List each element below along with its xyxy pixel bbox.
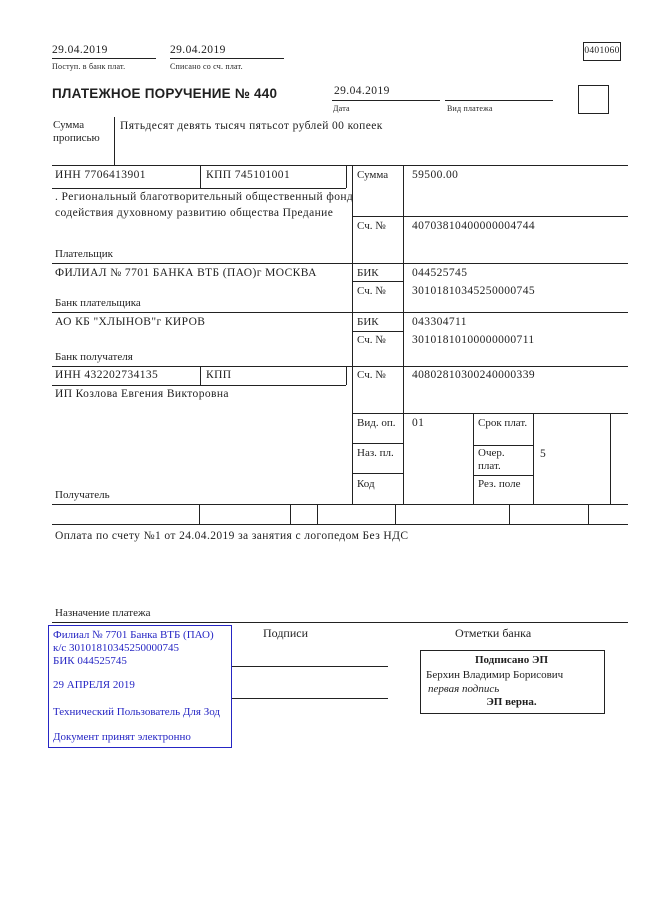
sum-value: 59500.00 <box>412 169 459 181</box>
payee-account-label: Сч. № <box>357 369 386 381</box>
op-block-top-border <box>352 413 628 414</box>
payee-label: Получатель <box>55 489 110 501</box>
bank-stamp-user: Технический Пользователь Для Зод <box>53 706 221 718</box>
signature-line <box>232 666 388 667</box>
purpose-label: Назначение платежа <box>55 607 151 619</box>
payer-bank-account: 30101810345250000745 <box>412 285 535 297</box>
payer-label: Плательщик <box>55 248 113 260</box>
payee-bank-name: АО КБ "ХЛЫНОВ"г КИРОВ <box>55 316 206 328</box>
date-debited-label: Списано со сч. плат. <box>170 62 243 71</box>
order-value: 5 <box>540 448 547 460</box>
payer-kpp-right-border <box>346 165 347 188</box>
tax-row-divider <box>395 504 396 524</box>
payee-bank-bik-label: БИК <box>357 316 379 328</box>
bank-stamp-date: 29 АПРЕЛЯ 2019 <box>53 679 135 691</box>
payer-inn: ИНН 7706413901 <box>55 169 146 181</box>
payer-section-border <box>52 263 628 264</box>
table-top-border <box>52 165 628 166</box>
payer-bank-name: ФИЛИАЛ № 7701 БАНКА ВТБ (ПАО)г МОСКВА <box>55 267 317 279</box>
payee-bank-bik-divider <box>352 331 403 332</box>
purpose-text: Оплата по счету №1 от 24.04.2019 за занятия с логопедом Без НДС <box>55 530 409 542</box>
document-date-value: 29.04.2019 <box>334 85 390 97</box>
payer-inn-bottom-border <box>52 188 346 189</box>
op-type-bottom-border <box>352 443 403 444</box>
payer-bank-bik: 044525745 <box>412 267 468 279</box>
payee-bank-section-border <box>52 366 628 367</box>
signature-stamp-verified: ЭП верна. <box>486 696 537 708</box>
order-label: Очер. плат. <box>478 447 505 472</box>
op-type-value: 01 <box>412 417 425 429</box>
tax-row-divider <box>199 504 200 524</box>
term-label: Срок плат. <box>478 417 528 429</box>
bank-marks-label: Отметки банка <box>455 626 532 640</box>
payee-bank-account-label: Сч. № <box>357 334 386 346</box>
payer-bank-bik-label: БИК <box>357 267 379 279</box>
tax-row-divider <box>317 504 318 524</box>
form-code-box: 0401060 <box>583 42 621 61</box>
amount-words-divider <box>114 117 115 165</box>
signature-stamp-subtitle: первая подпись <box>428 683 500 695</box>
amount-in-words-label: Сумма прописью <box>53 119 100 144</box>
payer-kpp: КПП 745101001 <box>206 169 291 181</box>
pay-purpose-bottom-border <box>352 473 403 474</box>
date-received-underline <box>52 58 156 59</box>
payee-kpp-right-border <box>346 366 347 385</box>
date-underline <box>332 100 440 101</box>
sum-cell-bottom-border <box>352 216 628 217</box>
bank-stamp-bik: БИК 044525745 <box>53 655 127 667</box>
date-debited-value: 29.04.2019 <box>170 44 226 56</box>
op-type-label: Вид. оп. <box>357 417 396 429</box>
payee-bank-bik: 043304711 <box>412 316 467 328</box>
payer-account: 40703810400000004744 <box>412 220 535 232</box>
term-value-right-border <box>610 413 611 504</box>
payer-bank-label: Банк плательщика <box>55 297 141 309</box>
payee-name: ИП Козлова Евгения Викторовна <box>55 388 229 400</box>
term-label-right-border <box>533 413 534 504</box>
document-title: ПЛАТЕЖНОЕ ПОРУЧЕНИЕ № 440 <box>52 86 278 101</box>
date-debited-underline <box>170 58 284 59</box>
payer-account-label: Сч. № <box>357 220 386 232</box>
payer-bank-account-label: Сч. № <box>357 285 386 297</box>
term-bottom-border <box>473 445 533 446</box>
tax-row-divider <box>290 504 291 524</box>
payee-inn-bottom-border <box>52 385 346 386</box>
pay-purpose-label: Наз. пл. <box>357 447 394 459</box>
tax-row-bottom-border <box>52 524 628 525</box>
tax-row-divider <box>588 504 589 524</box>
payee-bank-account: 30101810100000000711 <box>412 334 535 346</box>
payment-type-checkbox <box>578 85 609 114</box>
payee-inn-kpp-divider <box>200 366 201 385</box>
reserve-label: Рез. поле <box>478 478 521 490</box>
amount-in-words-value: Пятьдесят девять тысяч пятьсот рублей 00 копеек <box>120 120 383 132</box>
date-received-value: 29.04.2019 <box>52 44 108 56</box>
payee-inn: ИНН 432202734135 <box>55 369 159 381</box>
payer-inn-kpp-divider <box>200 165 201 188</box>
tax-row-divider <box>509 504 510 524</box>
payer-bank-bik-divider <box>352 281 403 282</box>
payee-bank-label: Банк получателя <box>55 351 133 363</box>
bank-stamp-note: Документ принят электронно <box>53 731 191 743</box>
payee-account: 40802810300240000339 <box>412 369 535 381</box>
code-label: Код <box>357 478 375 490</box>
signature-stamp-title: Подписано ЭП <box>474 654 549 666</box>
date-label: Дата <box>333 104 350 113</box>
op-value-right-border <box>473 413 474 504</box>
signature-stamp-name: Берхин Владимир Борисович <box>426 669 564 681</box>
purpose-bottom-border <box>52 622 628 623</box>
order-bottom-border <box>473 475 533 476</box>
payment-type-underline <box>445 100 553 101</box>
signature-line <box>232 698 388 699</box>
value-column-border <box>403 165 404 504</box>
date-received-label: Поступ. в банк плат. <box>52 62 126 71</box>
payer-name: . Региональный благотворительный общественный фонд содействия духовному развитию общества Предание <box>55 191 354 219</box>
bank-stamp-corr-account: к/с 30101810345250000745 <box>53 642 180 654</box>
payee-kpp-label: КПП <box>206 369 232 381</box>
payment-type-label: Вид платежа <box>447 104 493 113</box>
bank-stamp-bank: Филиал № 7701 Банка ВТБ (ПАО) <box>53 629 214 641</box>
sum-label: Сумма <box>357 169 389 181</box>
signatures-label: Подписи <box>263 626 309 640</box>
payer-bank-section-border <box>52 312 628 313</box>
payee-section-border <box>52 504 628 505</box>
